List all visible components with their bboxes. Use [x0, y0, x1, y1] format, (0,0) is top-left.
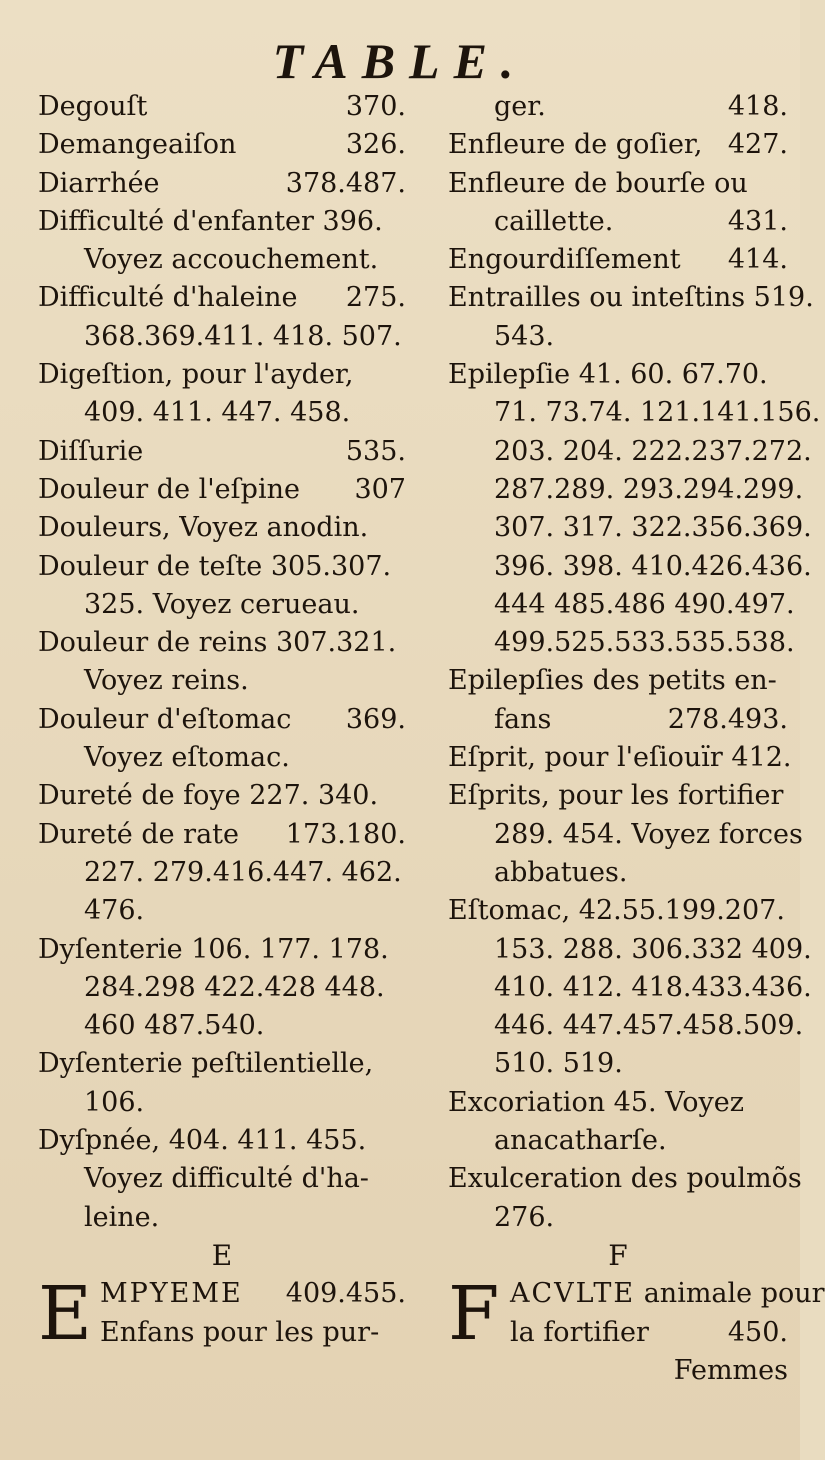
entry-text: Dureté de foye 227. 340. — [38, 780, 379, 812]
index-entry — [38, 165, 406, 203]
index-entry — [38, 203, 406, 241]
entry-page-numbers: 275. — [345, 282, 406, 314]
index-entry — [38, 854, 406, 892]
entry-page-numbers: 427. — [727, 129, 788, 161]
entry-text: caillette. — [494, 205, 614, 237]
entry-text: Entrailles ou inteſtins 519. — [448, 282, 814, 314]
entry-text: Epilepſie 41. 60. 67.70. — [448, 359, 768, 391]
index-entry — [38, 279, 406, 317]
entry-text: Douleur de teſte 305.307. — [38, 550, 392, 582]
entry-text: animale pour — [643, 1278, 825, 1310]
left-column — [38, 88, 406, 1358]
index-entry — [448, 586, 795, 624]
index-entry — [448, 1122, 788, 1160]
entry-page-numbers: 307 — [354, 473, 406, 505]
index-entry — [38, 394, 406, 432]
entry-text: 227. 279.416.447. 462. — [84, 856, 402, 888]
index-entry — [38, 356, 406, 394]
entry-page-numbers: 409.455. — [285, 1278, 406, 1310]
entry-page-numbers: 431. — [727, 205, 788, 237]
entry-text: 106. — [84, 1086, 145, 1118]
entry-text: MPYEME — [100, 1278, 243, 1310]
index-entry — [448, 624, 795, 662]
index-entry — [38, 433, 406, 471]
index-entry — [38, 126, 406, 164]
entry-text: fans — [494, 703, 552, 735]
entry-text: Eſprit, pour l'eſiouïr 412. — [448, 742, 792, 774]
index-entry — [38, 1314, 406, 1352]
entry-text: Digeſtion, pour l'ayder, — [38, 359, 354, 391]
index-entry — [448, 318, 788, 356]
index-entry — [448, 1084, 788, 1122]
entry-text: Douleur d'eſtomac — [38, 703, 292, 735]
entry-text: Dyſenterie 106. 177. 178. — [38, 933, 389, 965]
index-entry — [448, 701, 788, 739]
entry-text: 368.369.411. 418. 507. — [84, 320, 402, 352]
index-entry — [448, 203, 788, 241]
entry-text: Exulceration des poulmõs — [448, 1163, 802, 1195]
entry-text: Difficulté d'enfanter 396. — [38, 205, 383, 237]
entry-text: Voyez eſtomac. — [84, 742, 290, 774]
index-entry — [448, 1199, 788, 1237]
index-entry — [448, 165, 788, 203]
entry-text: 287.289. 293.294.299. — [494, 473, 804, 505]
entry-text: 276. — [494, 1201, 555, 1233]
entry-text: Engourdiſſement — [448, 244, 681, 276]
index-entry — [38, 586, 406, 624]
index-entry — [448, 471, 804, 509]
entry-text: abbatues. — [494, 856, 628, 888]
entry-text: 71. 73.74. 121.141.156. — [494, 397, 821, 429]
entry-text: Eſprits, pour les fortifier — [448, 780, 784, 812]
index-entry — [38, 1122, 406, 1160]
entry-text: Diarrhée — [38, 167, 160, 199]
entry-page-numbers: 418. — [727, 91, 788, 122]
entry-text: Demangeaiſon — [38, 129, 237, 161]
entry-text: ger. — [494, 91, 546, 122]
entry-text: 153. 288. 306.332 409. — [494, 933, 812, 965]
entry-text: 460 487.540. — [84, 1010, 265, 1042]
index-entry — [448, 969, 812, 1007]
entry-text: Enfleure de bourſe ou — [448, 167, 748, 199]
entry-page-numbers: 450. — [727, 1316, 788, 1348]
entry-text: Epilepſies des petits en- — [448, 665, 777, 697]
index-entry — [448, 1045, 788, 1083]
drop-cap: E — [38, 1271, 93, 1358]
index-entry — [38, 318, 406, 356]
entry-text: Dyſenterie peſtilentielle, — [38, 1048, 374, 1080]
entry-text: Diſſurie — [38, 435, 144, 467]
index-entry — [448, 931, 812, 969]
index-entry — [448, 433, 812, 471]
entry-text: Enfans pour les pur- — [100, 1316, 380, 1348]
index-entry — [448, 88, 788, 126]
catchword-text: Femmes — [673, 1354, 788, 1386]
index-entry — [448, 241, 788, 279]
entry-text: 510. 519. — [494, 1048, 623, 1080]
entry-page-numbers: 370. — [345, 91, 406, 122]
index-entry — [448, 394, 821, 432]
page-title: TABLE. — [272, 33, 528, 89]
entry-text: 446. 447.457.458.509. — [494, 1010, 804, 1042]
index-entry — [38, 662, 406, 700]
entry-text: Degouſt — [38, 91, 148, 122]
entry-text: la fortifier — [510, 1316, 649, 1348]
index-entry — [448, 279, 814, 317]
index-entry — [38, 701, 406, 739]
entry-page-numbers: 326. — [345, 129, 406, 161]
entry-page-numbers: 278.493. — [667, 703, 788, 735]
index-entry — [38, 88, 406, 126]
entry-text: leine. — [84, 1201, 160, 1233]
index-entry — [448, 356, 788, 394]
index-entry — [38, 1045, 406, 1083]
entry-text: Douleur de l'eſpine — [38, 473, 300, 505]
section-letter: E — [211, 1238, 233, 1272]
entry-text: 476. — [84, 895, 145, 927]
index-entry — [448, 1314, 788, 1352]
entry-text: Voyez accouchement. — [84, 244, 379, 276]
index-entry — [38, 471, 406, 509]
entry-text: 307. 317. 322.356.369. — [494, 512, 812, 544]
entry-text: 203. 204. 222.237.272. — [494, 435, 812, 467]
entry-text: 543. — [494, 320, 555, 352]
entry-text: 396. 398. 410.426.436. — [494, 550, 812, 582]
index-entry — [38, 816, 406, 854]
entry-text: Excoriation 45. Voyez — [448, 1086, 744, 1118]
entry-text: 289. 454. Voyez forces — [494, 818, 803, 850]
index-entry — [448, 739, 792, 777]
index-entry — [448, 892, 788, 930]
index-entry — [448, 777, 788, 815]
entry-text: 325. Voyez cerueau. — [84, 588, 360, 620]
index-entry — [38, 931, 406, 969]
entry-text: 499.525.533.535.538. — [494, 627, 795, 659]
index-entry — [38, 509, 406, 547]
index-entry — [38, 548, 406, 586]
entry-text: 444 485.486 490.497. — [494, 588, 795, 620]
index-entry — [38, 1084, 406, 1122]
catchword — [448, 1352, 788, 1390]
index-entry — [448, 1160, 802, 1198]
index-entry — [448, 816, 803, 854]
index-entry — [448, 548, 812, 586]
entry-text: Douleur de reins 307.321. — [38, 627, 397, 659]
index-entry — [38, 1160, 406, 1198]
entry-page-numbers: 369. — [345, 703, 406, 735]
entry-text: Dureté de rate — [38, 818, 240, 850]
entry-text: 409. 411. 447. 458. — [84, 397, 351, 429]
index-entry — [448, 662, 788, 700]
index-entry — [38, 969, 406, 1007]
index-entry — [38, 1007, 406, 1045]
entry-text: 410. 412. 418.433.436. — [494, 971, 812, 1003]
entry-page-numbers: 378.487. — [285, 167, 406, 199]
entry-text: anacatharſe. — [494, 1125, 667, 1157]
entry-text: 284.298 422.428 448. — [84, 971, 385, 1003]
index-entry — [38, 777, 406, 815]
index-entry — [38, 624, 406, 662]
drop-cap: F — [448, 1271, 500, 1358]
entry-text: Voyez difficulté d'ha- — [84, 1163, 369, 1195]
entry-text: Douleurs, Voyez anodin. — [38, 512, 369, 544]
index-entry — [448, 126, 788, 164]
entry-text: Voyez reins. — [84, 665, 249, 697]
entry-text: ACVLTE — [510, 1278, 636, 1310]
entry-text: Eſtomac, 42.55.199.207. — [448, 895, 785, 927]
index-entry — [448, 1007, 804, 1045]
index-entry — [38, 892, 406, 930]
right-column — [448, 88, 825, 1390]
entry-text: Enfleure de goſier, — [448, 129, 703, 161]
index-entry — [38, 241, 406, 279]
index-entry — [38, 1199, 406, 1237]
index-entry — [448, 509, 812, 547]
index-entry — [448, 854, 788, 892]
entry-text: Dyſpnée, 404. 411. 455. — [38, 1125, 367, 1157]
entry-text: Difficulté d'haleine — [38, 282, 298, 314]
index-entry — [38, 739, 406, 777]
entry-page-numbers: 535. — [345, 435, 406, 467]
entry-page-numbers: 173.180. — [285, 818, 406, 850]
entry-page-numbers: 414. — [727, 244, 788, 276]
section-letter: F — [608, 1238, 628, 1272]
